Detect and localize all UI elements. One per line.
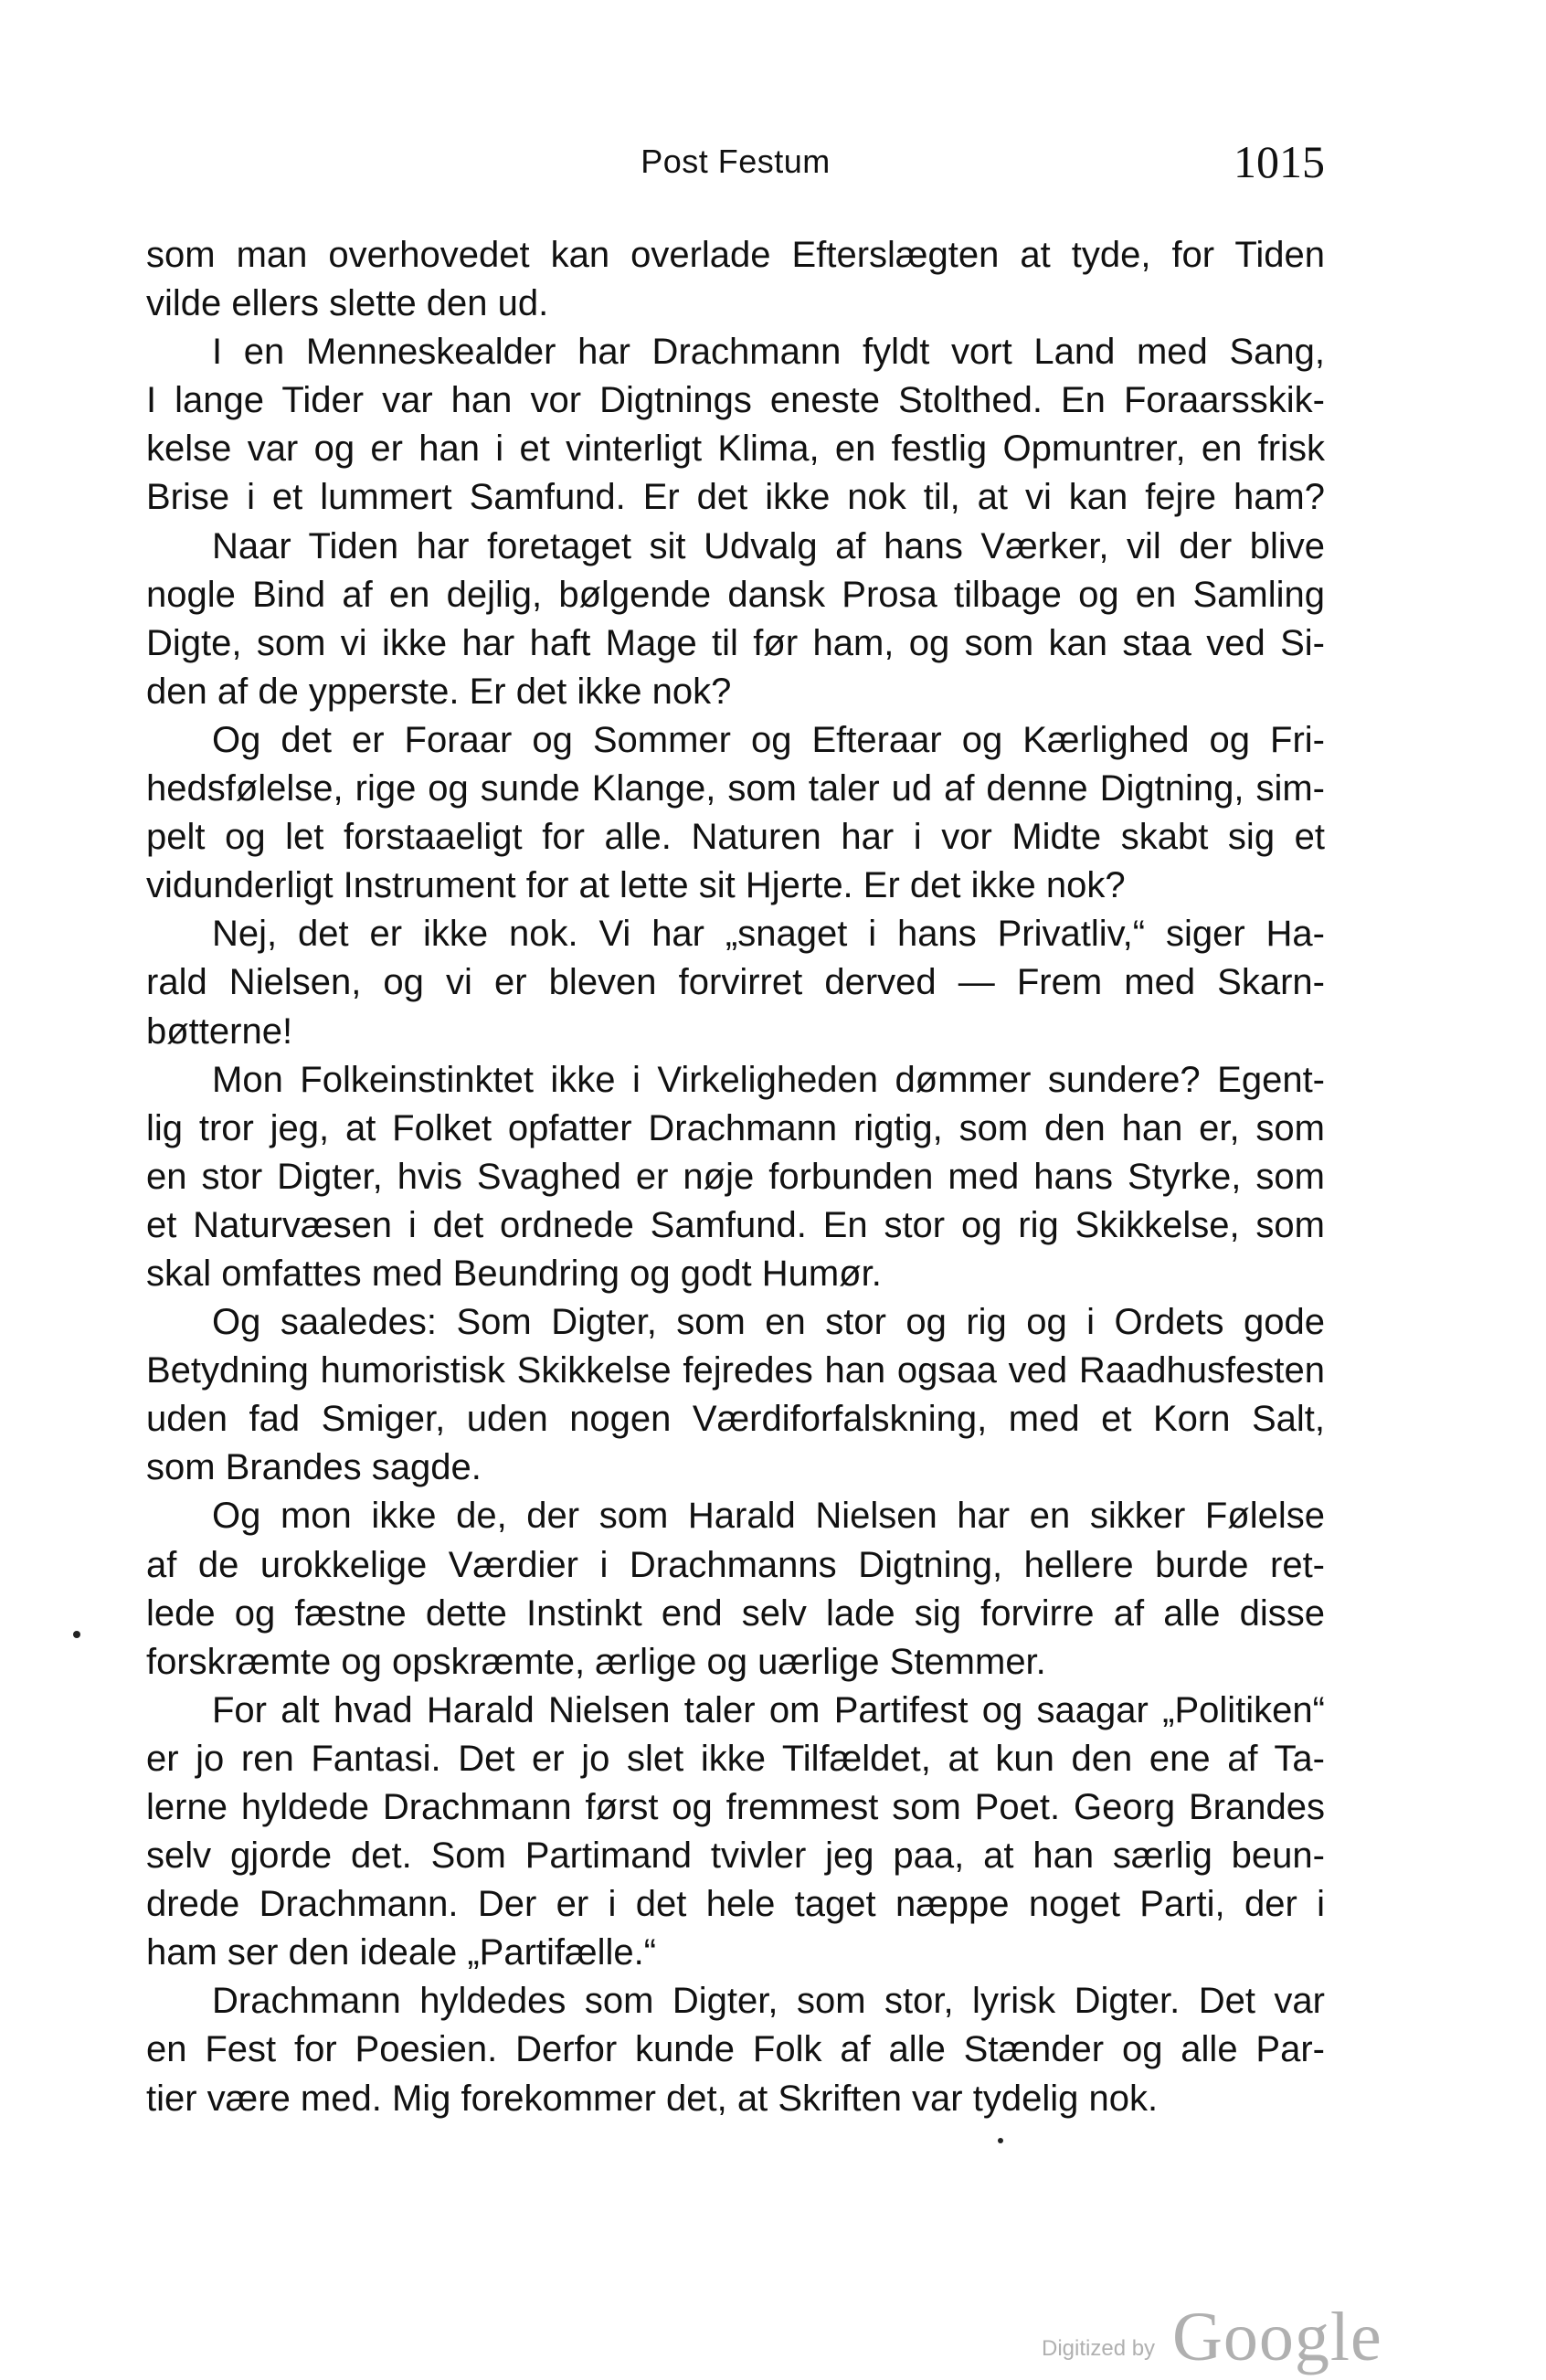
text-line: lede og fæstne dette Instinkt end selv lade sig forvirre af alle disse — [146, 1592, 1325, 1634]
paragraph-first-line: Og det er Foraar og Sommer og Efteraar og Kærlighed og Fri- — [212, 719, 1325, 760]
paragraph-first-line: Nej, det er ikke nok. Vi har „snaget i hans Privatliv,“ siger Ha- — [212, 914, 1325, 955]
paragraph-first-line: Og saaledes: Som Digter, som en stor og rig og i Ordets gode — [212, 1302, 1325, 1343]
text-line: den af de ypperste. Er det ikke nok? — [146, 671, 732, 712]
text-line: selv gjorde det. Som Partimand tvivler jeg paa, at han særlig beun- — [146, 1835, 1325, 1877]
paragraph-first-line: For alt hvad Harald Nielsen taler om Partifest og saagar „Politiken“ — [212, 1689, 1325, 1730]
print-speck — [998, 2138, 1003, 2143]
text-line: tier være med. Mig forekommer det, at Skriften var tydelig nok. — [146, 2078, 1159, 2119]
running-head — [146, 135, 1325, 190]
text-line: nogle Bind af en dejlig, bølgende dansk Prosa tilbage og en Samling — [146, 574, 1325, 615]
body-text — [146, 231, 1325, 2123]
watermark-prefix: Digitized by — [1042, 2336, 1156, 2361]
text-line: en stor Digter, hvis Svaghed er nøje forbunden med hans Styrke, som — [146, 1156, 1325, 1197]
text-line: hedsfølelse, rige og sunde Klange, som taler ud af denne Digtning, sim- — [146, 768, 1325, 809]
text-line: Brise i et lummert Samfund. Er det ikke nok til, at vi kan fejre ham? — [146, 477, 1325, 518]
text-line: Betydning humoristisk Skikkelse fejredes han ogsaa ved Raadhusfesten — [146, 1350, 1325, 1391]
paragraph-first-line: Drachmann hyldedes som Digter, som stor, lyrisk Digter. Det var — [212, 1981, 1325, 2022]
paragraph-first-line: I en Menneskealder har Drachmann fyldt vort Land med Sang, — [212, 332, 1325, 373]
text-line: et Naturvæsen i det ordnede Samfund. En stor og rig Skikkelse, som — [146, 1204, 1325, 1245]
paragraph-first-line: Mon Folkeinstinktet ikke i Virkeligheden dømmer sundere? Egent- — [212, 1059, 1325, 1100]
digitized-watermark — [1042, 2298, 1389, 2380]
running-title: Post Festum — [641, 143, 831, 180]
paragraph-first-line: Naar Tiden har foretaget sit Udvalg af hans Værker, vil der blive — [212, 525, 1325, 566]
text-line: pelt og let forstaaeligt for alle. Naturen har i vor Midte skabt sig et — [146, 817, 1325, 858]
text-line: uden fad Smiger, uden nogen Værdiforfalskning, med et Korn Salt, — [146, 1399, 1325, 1440]
text-line: Digte, som vi ikke har haft Mage til før ham, og som kan staa ved Si- — [146, 622, 1325, 663]
text-line: af de urokkelige Værdier i Drachmanns Digtning, hellere burde ret- — [146, 1544, 1325, 1585]
text-line: lerne hyldede Drachmann først og fremmest som Poet. Georg Brandes — [146, 1787, 1325, 1827]
page-number: 1015 — [1234, 136, 1325, 187]
text-line: lig tror jeg, at Folket opfatter Drachmann rigtig, som den han er, som — [146, 1107, 1325, 1148]
text-line: som Brandes sagde. — [146, 1447, 482, 1488]
text-line: bøtterne! — [146, 1010, 293, 1052]
text-line: vilde ellers slette den ud. — [146, 283, 549, 324]
text-line: en Fest for Poesien. Derfor kunde Folk af alle Stænder og alle Par- — [146, 2029, 1325, 2070]
text-line: skal omfattes med Beundring og godt Humør. — [146, 1253, 882, 1294]
text-line: I lange Tider var han vor Digtnings eneste Stolthed. En Foraarsskik- — [146, 380, 1325, 421]
text-line: rald Nielsen, og vi er bleven forvirret derved — Frem med Skarn- — [146, 962, 1325, 1003]
google-logo: Google — [1172, 2299, 1382, 2375]
text-line: forskræmte og opskræmte, ærlige og uærlige Stemmer. — [146, 1641, 1046, 1682]
text-line: som man overhovedet kan overlade Efterslægten at tyde, for Tiden — [146, 235, 1325, 275]
paragraph-first-line: Og mon ikke de, der som Harald Nielsen har en sikker Følelse — [212, 1496, 1325, 1537]
text-line: ham ser den ideale „Partifælle.“ — [146, 1932, 657, 1973]
text-line: vidunderligt Instrument for at lette sit Hjerte. Er det ikke nok? — [146, 865, 1126, 906]
text-line: er jo ren Fantasi. Det er jo slet ikke Tilfældet, at kun den ene af Ta- — [146, 1738, 1325, 1779]
text-line: drede Drachmann. Der er i det hele taget næppe noget Parti, der i — [146, 1884, 1325, 1925]
text-line: kelse var og er han i et vinterligt Klima, en festlig Opmuntrer, en frisk — [146, 428, 1325, 470]
print-speck — [73, 1631, 80, 1638]
